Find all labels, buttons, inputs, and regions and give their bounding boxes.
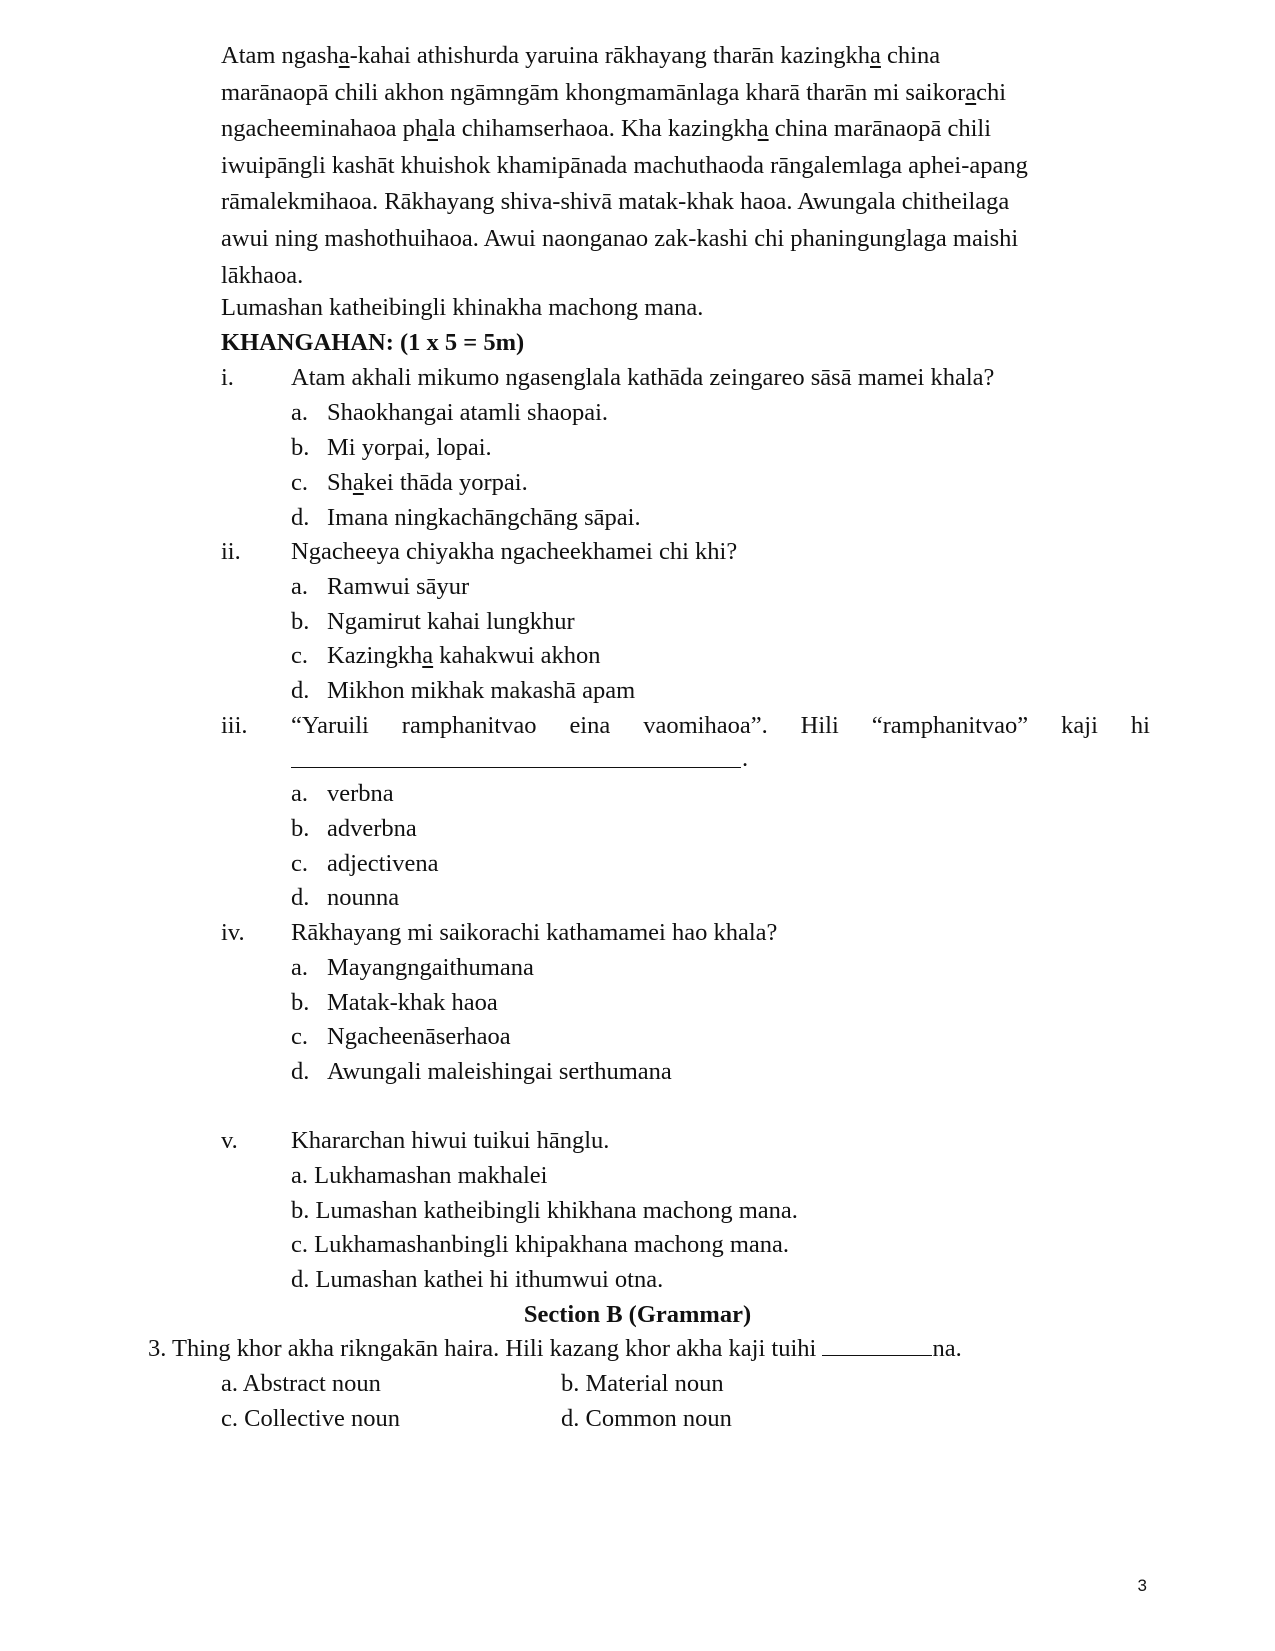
question-number: ii.	[221, 538, 241, 565]
passage-line-5: rāmalekmihaoa. Rākhayang shiva-shivā matak-khak haoa. Awungala chitheilaga	[221, 188, 1010, 216]
question-text: Rākhayang mi saikorachi kathamamei hao khala?	[291, 919, 778, 946]
question-number: iv.	[221, 919, 245, 946]
page-number: 3	[1137, 1576, 1147, 1595]
question-number: i.	[221, 364, 234, 391]
question-text: Ngacheeya chiyakha ngacheekhamei chi khi?	[291, 538, 738, 565]
option-item: c. Ngacheenāserhaoa	[291, 1023, 511, 1050]
section-b-heading: Section B (Grammar)	[523, 1301, 752, 1328]
option-item: d. nounna	[291, 884, 400, 911]
blank-period: .	[742, 745, 749, 772]
option-item: c. Collective noun	[221, 1405, 400, 1432]
option-item: b. Ngamirut kahai lungkhur	[291, 608, 575, 635]
option-item: a. Ramwui sāyur	[291, 573, 470, 600]
passage-line-2: marānaopā chili akhon ngāmngām khongmamānlaga kharā tharān mi saikorachi	[221, 78, 1007, 106]
option-item: b. Mi yorpai, lopai.	[291, 434, 492, 461]
instruction-text: Lumashan katheibingli khinakha machong mana.	[221, 294, 704, 321]
option-item: d. Mikhon mikhak makashā apam	[291, 677, 636, 704]
passage-line-4: iwuipāngli kashāt khuishok khamipānada machuthaoda rāngalemlaga aphei-apang	[221, 151, 1028, 179]
option-item: a. Lukhamashan makhalei	[291, 1162, 548, 1189]
grammar-question-3: 3. Thing khor akha rikngakān haira. Hili kazang khor akha kaji tuihi na.	[148, 1335, 962, 1362]
question-number: v.	[221, 1127, 238, 1154]
question-text: “Yaruili ramphanitvao eina vaomihaoa”. Hili “ramphanitvao” kaji hi	[291, 712, 1150, 739]
option-item: d. Common noun	[561, 1405, 732, 1432]
option-item: a. Abstract noun	[221, 1370, 381, 1397]
option-item: c. Shakei thāda yorpai.	[291, 469, 528, 496]
question-text: Atam akhali mikumo ngasenglala kathāda zeingareo sāsā mamei khala?	[291, 364, 995, 391]
option-item: c. Lukhamashanbingli khipakhana machong mana.	[291, 1231, 790, 1258]
option-item: b. adverbna	[291, 815, 417, 842]
khangahan-heading: KHANGAHAN: (1 x 5 = 5m)	[221, 329, 525, 356]
option-item: b. Matak-khak haoa	[291, 989, 498, 1016]
option-item: c. Kazingkha kahakwui akhon	[291, 642, 601, 669]
option-item: b. Lumashan katheibingli khikhana machong mana.	[291, 1197, 798, 1224]
answer-blank	[822, 1335, 932, 1356]
option-item: a. verbna	[291, 780, 394, 807]
option-item: b. Material noun	[561, 1370, 724, 1397]
question-number: iii.	[221, 712, 248, 739]
answer-blank	[291, 767, 741, 768]
option-item: d. Awungali maleishingai serthumana	[291, 1058, 672, 1085]
option-item: a. Mayangngaithumana	[291, 954, 534, 981]
option-item: d. Imana ningkachāngchāng sāpai.	[291, 504, 641, 531]
passage-line-1: Atam ngasha-kahai athishurda yaruina rākhayang tharān kazingkha china	[221, 42, 941, 69]
reading-passage	[221, 38, 1150, 294]
option-item: c. adjectivena	[291, 850, 439, 877]
option-item: d. Lumashan kathei hi ithumwui otna.	[291, 1266, 664, 1293]
passage-line-6: awui ning mashothuihaoa. Awui naonganao zak-kashi chi phaningunglaga maishi	[221, 224, 1019, 252]
question-text: Khararchan hiwui tuikui hānglu.	[291, 1127, 610, 1154]
passage-line-7: lākhaoa.	[221, 261, 304, 289]
option-item: a. Shaokhangai atamli shaopai.	[291, 399, 608, 426]
passage-line-3: ngacheeminahaoa phala chihamserhaoa. Kha kazingkha china marānaopā chili	[221, 115, 992, 143]
